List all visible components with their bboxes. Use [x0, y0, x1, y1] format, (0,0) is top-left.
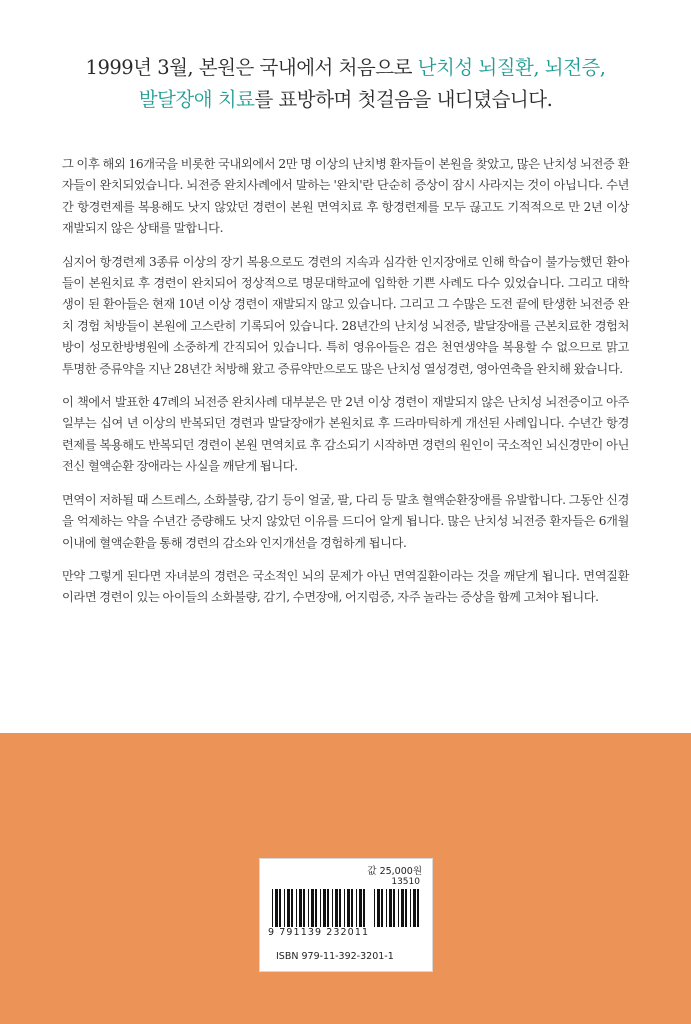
barcode-bar — [386, 889, 387, 927]
barcode-bar — [377, 889, 380, 927]
barcode-bar — [303, 889, 305, 927]
paragraph: 이 책에서 발표한 47례의 뇌전증 완치사례 대부분은 만 2년 이상 경련이 재발되지 않은 난치성 뇌전증이고 아주 일부는 십여 년 이상의 반복되던 경련과 발달장애가 본원치료 후 드라마틱하게 개선된 사례입니다. 수년간 항경련제를 복용해도 반복되던 경련이 본원 면역치료 후 감소되기 시작하면 경련의 원인이 국소적인 뇌신경만이 아닌 전신 혈액순환 장애라는 사실을 깨닫게 됩니다. — [62, 395, 629, 474]
paragraph: 만약 그렇게 된다면 자녀분의 경련은 국소적인 뇌의 문제가 아닌 면역질환이라는 것을 깨닫게 됩니다. 면역질환이라면 경련이 있는 아이들의 소화불량, 감기, 수면장애, 어지럼증, 자주 놀라는 증상을 함께 고쳐야 됩니다. — [62, 568, 629, 605]
headline-line-2 — [30, 84, 661, 116]
barcode-bar — [417, 889, 419, 927]
barcode-bars — [272, 889, 370, 927]
paragraph: 심지어 항경련제 3종류 이상의 장기 복용으로도 경련의 지속과 심각한 인지장애로 인해 학습이 불가능했던 환아들이 본원치료 후 경련이 완치되어 정상적으로 명문대학교에 입학한 기쁜 사례도 다수 있었습니다. 그리고 대학생이 된 환아들은 현재 10년 이상 경련이 재발되지 않고 있습니다. 그리고 그 수많은 도전 끝에 탄생한 뇌전증 완치 경험 처방들이 본원에 고스란히 기록되어 있습니다. 28년간의 난치성 뇌전증, 발달장애를 근본치료한 경험처방이 성모한방병원에 소중하게 간직되어 있습니다. 특히 영유아들은 검은 천연생약을 복용할 수 없으므로 맑고 투명한 증류약을 지난 28년간 처방해 왔고 증류약만으로도 많은 난치성 열성경련, 영아연축을 완치해 왔습니다. — [62, 254, 629, 376]
isbn-text: ISBN 979-11-392-3201-1 — [276, 951, 394, 962]
barcode-bar — [311, 889, 314, 927]
price-text: 값 25,000원 — [367, 866, 422, 877]
barcode-bar — [320, 889, 321, 927]
headline-line-1 — [30, 52, 661, 84]
barcode-bar — [291, 889, 293, 927]
headline-text: 1999년 3월, 본원은 국내에서 처음으로 — [85, 56, 418, 79]
barcode-bar — [351, 889, 353, 927]
barcode-bar — [401, 889, 404, 927]
barcode-bar — [315, 889, 317, 927]
barcode-bar — [299, 889, 302, 927]
barcode-label — [259, 858, 433, 972]
barcode-bar — [339, 889, 341, 927]
barcode-bar — [284, 889, 285, 927]
barcode-bar — [296, 889, 297, 927]
barcode-bar — [389, 889, 392, 927]
headline-highlight: 난치성 뇌질환, 뇌전증, — [417, 56, 606, 79]
barcode-bar — [347, 889, 350, 927]
barcode-bar — [287, 889, 290, 927]
barcode-bar — [393, 889, 395, 927]
barcode-bar — [374, 889, 375, 927]
barcode-bar — [398, 889, 399, 927]
headline-highlight: 발달장애 치료 — [138, 88, 255, 111]
paragraph: 그 이후 해외 16개국을 비롯한 국내외에서 2만 명 이상의 난치병 환자들이 본원을 찾았고, 많은 난치성 뇌전증 환자들이 완치되었습니다. 뇌전증 완치사례에서 말하는 '완치'란 단순히 증상이 잠시 사라지는 것이 아닙니다. 수년간 항경련제를 복용해도 낫지 않았던 경련이 본원 면역치료 후 항경련제를 모두 끊고도 기적적으로 만 2년 이상 재발되지 않은 상태를 말합니다. — [62, 157, 629, 236]
addon-barcode-bars — [374, 889, 422, 927]
barcode-bar — [332, 889, 333, 927]
barcode-bar — [363, 889, 365, 927]
barcode-bar — [308, 889, 309, 927]
barcode-bar — [405, 889, 407, 927]
barcode-bar — [327, 889, 329, 927]
barcode-bar — [335, 889, 338, 927]
paragraph: 면역이 저하될 때 스트레스, 소화불량, 감기 등이 얼굴, 팔, 다리 등 말초 혈액순환장애를 유발합니다. 그동안 신경을 억제하는 약을 수년간 증량해도 낫지 않았던 이유를 드디어 알게 됩니다. 많은 난치성 뇌전증 환자들은 6개월 이내에 혈액순환을 통해 경련의 감소와 인지개선을 경험하게 됩니다. — [62, 492, 629, 550]
barcode-bar — [275, 889, 278, 927]
barcode-bar — [359, 889, 362, 927]
headline-text: 를 표방하며 첫걸음을 내디뎠습니다. — [254, 88, 553, 111]
ean-digits: 9 791139 232011 — [268, 927, 370, 938]
barcode-bar — [323, 889, 326, 927]
barcode-bar — [410, 889, 411, 927]
barcode-bar — [279, 889, 281, 927]
barcode-bar — [344, 889, 345, 927]
barcode-bar — [272, 889, 273, 927]
body-text — [62, 154, 629, 621]
addon-code: 13510 — [391, 877, 420, 887]
barcode-bar — [381, 889, 383, 927]
barcode-bar — [356, 889, 357, 927]
barcode-bar — [413, 889, 416, 927]
headline — [30, 52, 661, 116]
